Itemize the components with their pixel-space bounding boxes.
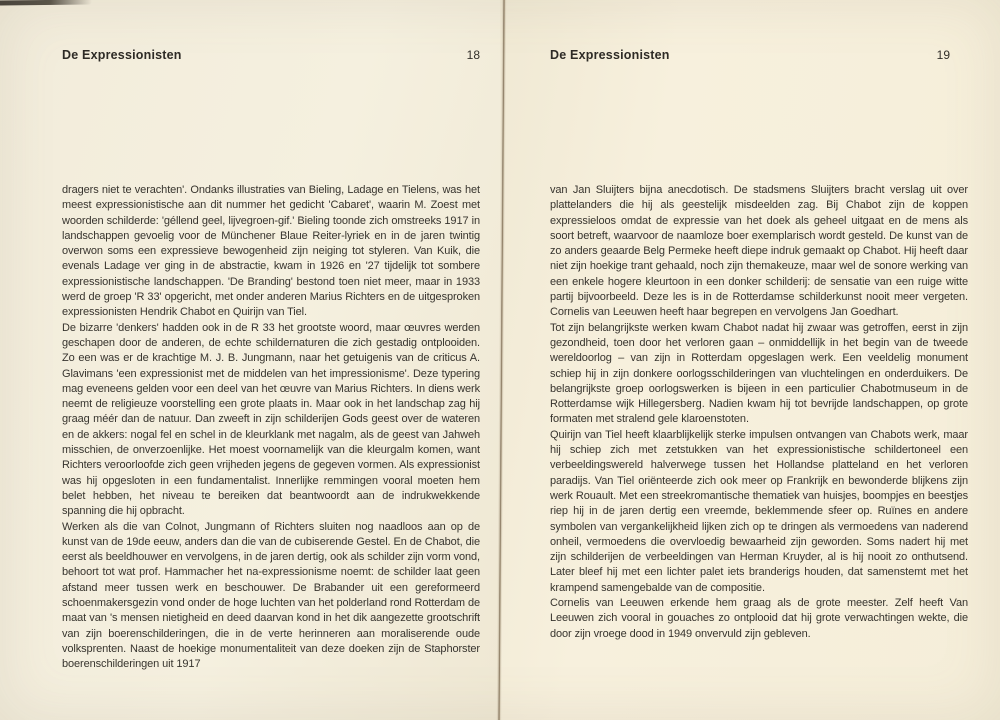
paragraph: Quirijn van Tiel heeft klaarblijkelijk sterke impulsen ontvangen van Chabots werk, maar hij schiep zich met zetstukken van het expressionistische schildertoneel een verbeeldingswereld halverwege tussen het Hollandse platteland en het verloren paradijs. Van Tiel oriënteerde zich ook meer op Frankrijk en bewonderde blijkens zijn werk Rouault. Met een streekromantische thematiek van huisjes, boompjes en beestjes riep hij in de jaren dertig een vreemde, beklemmende sfeer op. Ruïnes en andere symbolen van vergankelijkheid lijken zich op te dringen als vermoedens van naderend onheil, vermoedens die overvloedig bewaarheid zijn geworden. Soms nadert hij met zijn schilderijen de verbeeldingen van Herman Kruyder, al is hij nooit zo onthutsend. Later bleef hij met een lichter palet iets branderigs houden, dat samenstemt met het krampend samengebalde van de compositie. <box>550 428 968 594</box>
body-text-right <box>550 183 968 642</box>
paragraph: van Jan Sluijters bijna anecdotisch. De stadsmens Sluijters bracht verslag uit over plattelanders die hij als geestelijk misdeelden zag. Bij Chabot zijn de koppen expressieloos omdat de expressie van het doek als geheel uitgaat en de mens als soort betreft, waarvoor de naamloze boer exemplarisch wordt gesteld. De kunst van de zo anders geaarde Belg Permeke heeft diepe indruk gemaakt op Chabot. Hij heeft daar niet zijn hoekige trant gehaald, noch zijn themakeuze, maar wel de sonore werking van een enkele hogere kleurtoon in een donker schilderij: de sensatie van een ruige witte partij bijvoorbeeld. Deze les is in de Rotterdamse schilderkunst nooit meer vergeten. Cornelis van Leeuwen heeft haar begrepen en vervolgens Jan Goedhart. <box>550 184 968 319</box>
page-header-right <box>550 48 950 62</box>
page-right <box>500 0 1000 720</box>
page-number: 19 <box>936 48 950 62</box>
page-header-left <box>62 48 480 62</box>
paragraph: dragers niet te verachten'. Ondanks illustraties van Bieling, Ladage en Tielens, was het meest expressionistische aan dit nummer het gedicht 'Cabaret', waarin M. Zoest met woorden schilderde: 'géllend geel, lijvegroen-gif.' Bieling toonde zich omstreeks 1917 in landschappen gevoelig voor de Münchener Blaue Reiter-lyriek en in de jaren twintig overwon soms een expressieve bewogenheid zijn neiging tot styleren. Van Kuik, die evenals Ladage ver ging in de abstractie, kwam in 1926 en '27 tijdelijk tot sombere expressionistische landschappen. 'De Branding' bestond toen niet meer, maar in 1933 werd de groep 'R 33' opgericht, met onder anderen Marius Richters en de uitgesproken expressionisten Hendrik Chabot en Quirijn van Tiel. <box>62 184 480 319</box>
page-number: 18 <box>466 48 480 62</box>
paragraph: De bizarre 'denkers' hadden ook in de R 33 het grootste woord, maar œuvres werden geschapen door de anderen, de echte schildernaturen die zich gestadig ontplooiden. Zo een was er de krachtige M. J. B. Jungmann, naar het getuigenis van de criticus A. Glavimans 'een expressionist met de middelen van het impressionisme'. Deze typering mag eveneens gelden voor een deel van het œuvre van Marius Richters. In diens werk neemt de religieuze voorstelling een grote plaats in. Maar ook in het landschap zag hij graag méér dan de natuur. Dan zweeft in zijn schilderijen Gods geest over de wateren en de akkers: nogal fel en schel in de kleurklank met nagalm, als de geest van Jahweh misschien, de onverzoenlijke. Het moest voornamelijk van die kleurgalm komen, want Richters veroorloofde zich geen vrijheden jegens de gegeven vormen. Als expressionist was hij opgesloten in een fundamentalist. Innerlijke remmingen vooral moeten hem belet hebben, het niveau te bereiken dat beantwoordt aan de indrukwekkende spanning die hij opbracht. <box>62 321 480 518</box>
paragraph: Tot zijn belangrijkste werken kwam Chabot nadat hij zwaar was getroffen, eerst in zijn gezondheid, toen door het verloren gaan – onmiddellijk in het begin van de tweede wereldoorlog – van zijn in Rotterdam opgeslagen werk. Een veeldelig monument schiep hij in zijn donkere oorlogsschilderingen van vluchtelingen en onderduikers. De belangrijkste groep oorlogswerken is bijeen in een particulier Chabotmuseum in de Rotterdamse wijk Hillegersberg. Nadien kwam hij tot bevrijde landschappen, op grote formaten met stralend gele klaroenstoten. <box>550 321 968 426</box>
paragraph: Werken als die van Colnot, Jungmann of Richters sluiten nog naadloos aan op de kunst van de 19de eeuw, anders dan die van de cubiserende Gestel. En de Chabot, die eerst als beeldhouwer en vervolgens, in de jaren dertig, ook als schilder zijn vorm vond, behoort tot wat prof. Hammacher het na-expressionisme noemt: de schilder laat geen afstand meer tussen werk en beschouwer. De Brabander uit een gereformeerd schoenmakersgezin vond onder de hoge luchten van het polderland rond Rotterdam de maat van 's mensen nietigheid en deed daarvan kond in het dik aangezette grootschrift van zijn boerenschilderingen, die in de verte herinneren aan moraliserende oude volksprenten. Naast de hoekige monumentaliteit van deze doeken zijn de Staphorster boerenschilderingen uit 1917 <box>62 520 480 671</box>
paragraph: Cornelis van Leeuwen erkende hem graag als de grote meester. Zelf heeft Van Leeuwen zich vooral in gouaches zo ontplooid dat hij grote verwachtingen wekte, die door zijn vroege dood in 1949 onvervuld zijn gebleven. <box>550 597 968 640</box>
page-title: De Expressionisten <box>550 48 670 62</box>
scan-edge-smudge <box>0 0 92 5</box>
body-text-left <box>62 183 480 673</box>
page-title: De Expressionisten <box>62 48 182 62</box>
